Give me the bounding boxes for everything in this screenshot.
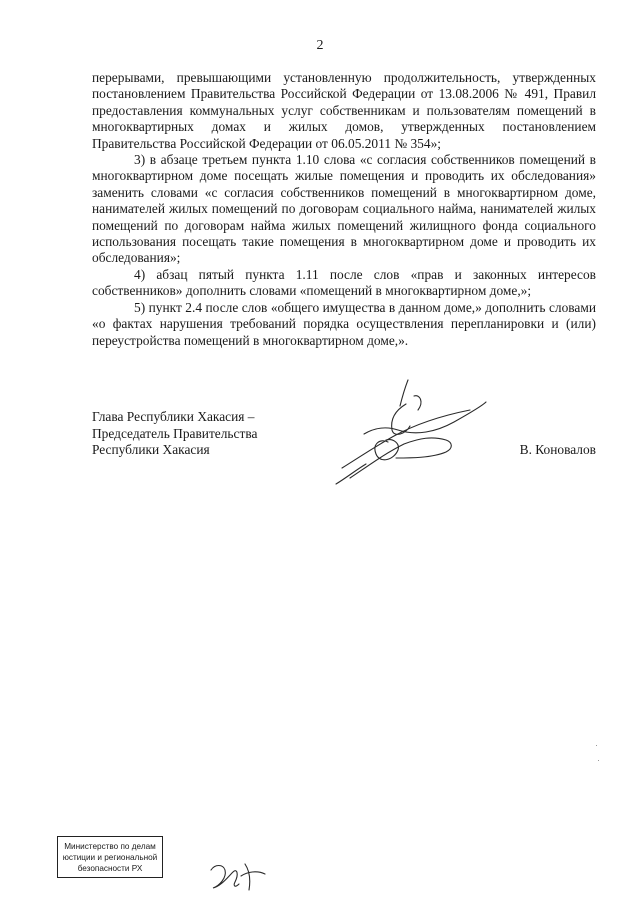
handwritten-initials: [205, 856, 275, 896]
registration-stamp: [57, 836, 163, 878]
paragraph-continuation: перерывами, превышающими установленную продолжительность, утвержденных постановлением Правительства Российской Федерации от 13.08.2006 № 491, Правил предоставления коммунальных услуг собственникам и пользователям помещений в многоквартирных домах и жилых домов, утвержденных постановлением Правительства Российской Федерации от 06.05.2011 № 354»;: [92, 70, 596, 151]
stamp-line: Министерство по делам: [64, 842, 156, 851]
signatory-title-line: Председатель Правительства: [92, 425, 258, 441]
signatory-title: [92, 409, 257, 459]
signatory-name: В. Коновалов: [519, 442, 596, 457]
signatory-title-line: Глава Республики Хакасия –: [92, 409, 255, 424]
stamp-line: юстиции и региональной: [62, 853, 158, 862]
paragraph-item-3: 3) в абзаце третьем пункта 1.10 слова «с согласия собственников помещений в многоквартирном доме посещать жилые помещения и проводить их обследования» заменить словами «с согласия собственников помещений в многоквартирном доме, нанимателей жилых помещений по договорам социального найма, нанимателей жилых помещений по договорам найма жилых помещений жилищного фонда социального использования посещать такие помещения в многоквартирном доме и проводить их обследования»;: [92, 152, 596, 266]
signatory-title-line: Республики Хакасия: [92, 442, 210, 457]
paragraph-item-5: 5) пункт 2.4 после слов «общего имущества в данном доме,» дополнить словами «о фактах нарушения требований порядка осуществления перепланировки и (или) переустройства помещений в многоквартирном доме,».: [92, 299, 596, 348]
document-body: [92, 70, 596, 349]
page-number: 2: [316, 38, 324, 53]
stamp-line: безопасности РХ: [77, 864, 143, 873]
handwritten-signature: [320, 372, 490, 492]
paragraph-item-4: 4) абзац пятый пункта 1.11 после слов «прав и законных интересов собственников» дополнить словами «помещений в многоквартирном доме,»;: [92, 266, 596, 299]
